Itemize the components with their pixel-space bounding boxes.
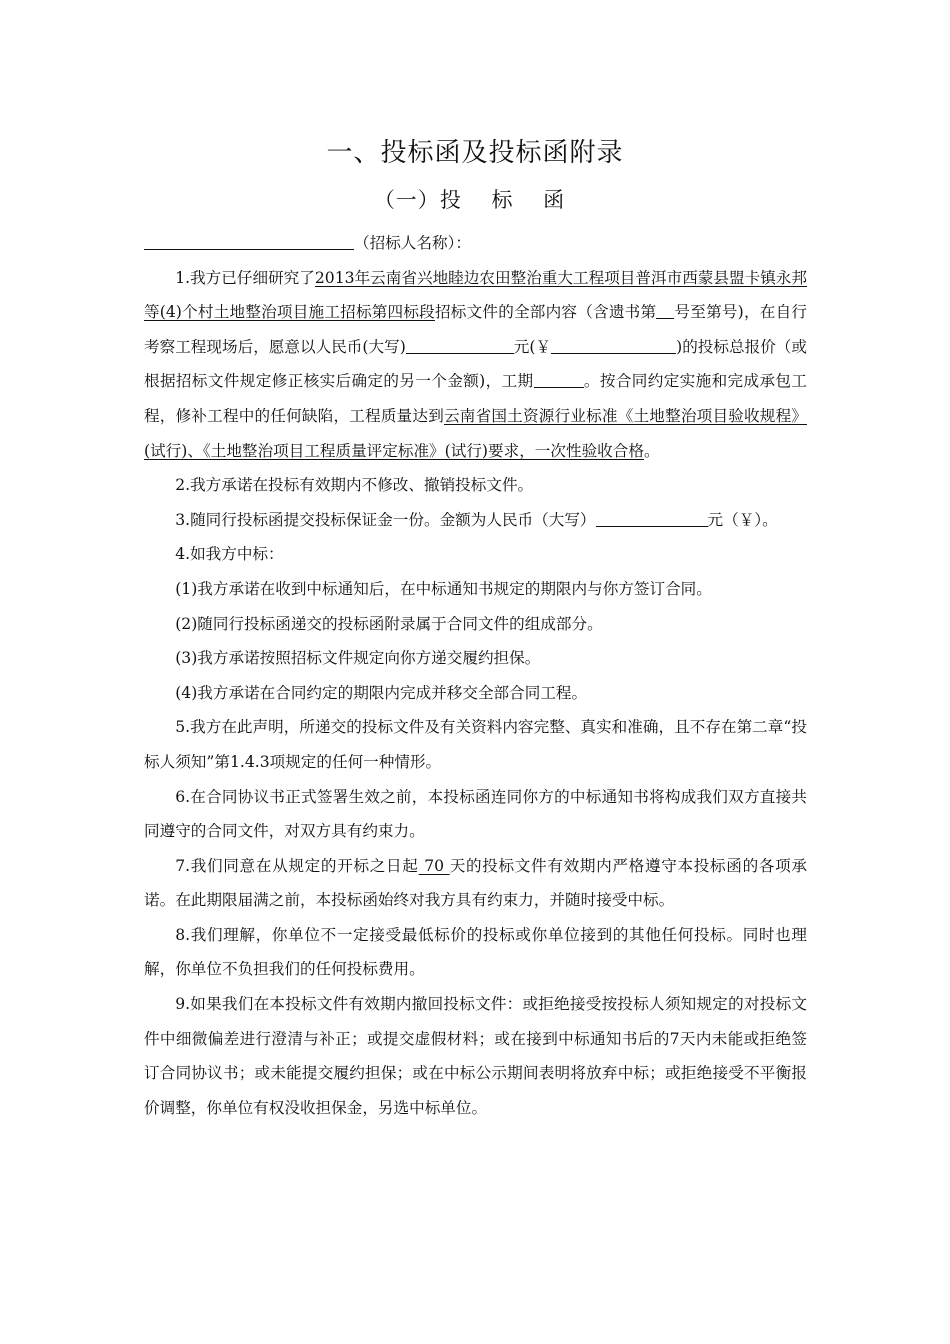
paragraph-3	[144, 503, 807, 538]
subtitle-main: 投 标 函	[439, 188, 577, 212]
p1-text-a: 1.我方已仔细研究了	[175, 268, 315, 287]
duration-blank	[534, 372, 584, 389]
p1-text-b: 招标文件的全部内容（含遗书第	[434, 303, 657, 322]
p1-text-c: 号至第号)，在自行考察工程现场后，愿意以人民币(大写)	[144, 303, 807, 356]
paragraph-4: 4.如我方中标：	[175, 545, 284, 564]
addressee-label: （招标人名称）：	[354, 234, 471, 252]
page-title: 一、投标函及投标函附录	[326, 138, 624, 168]
p3-text-a: 3.随同行投标函提交投标保证金一份。金额为人民币（大写）	[175, 510, 596, 529]
p1-text-d: 元(￥	[513, 337, 552, 356]
bid-amount-words-blank	[406, 337, 514, 354]
tenderer-name-blank	[144, 233, 354, 250]
p3-text-c: ）。	[754, 510, 778, 529]
paragraph-5: 5.我方在此声明，所递交的投标文件及有关资料内容完整、真实和准确，且不存在第二章“投标人须知”第1.4.3项规定的任何一种情形。	[144, 718, 807, 771]
p4-item-3: (3)我方承诺按照招标文件规定向你方递交履约担保。	[175, 649, 541, 668]
p1-text-f: 。按合同约定实施和完成承包工程，修补工程中的任何缺陷，工程质量达到	[144, 372, 807, 425]
project-name: 2013年云南省兴地睦边农田整治重大工程项目普洱市西蒙县盟卡镇永邦等(4)个村土地整治项目施工招标第四标段	[144, 268, 807, 322]
security-amount-words-blank	[596, 510, 708, 527]
section-subtitle	[0, 184, 950, 214]
subtitle-prefix: （一）	[373, 188, 440, 212]
paragraph-6: 6.在合同协议书正式签署生效之前，本投标函连同你方的中标通知书将构成我们双方直接共同遵守的合同文件，对双方具有约束力。	[144, 787, 807, 841]
paragraph-8: 8.我们理解，你单位不一定接受最低标价的投标或你单位接到的其他任何投标。同时也理解，你单位不负担我们的任何投标费用。	[144, 925, 807, 979]
paragraph-2: 2.我方承诺在投标有效期内不修改、撤销投标文件。	[175, 476, 534, 495]
letter-body	[144, 226, 807, 1125]
p4-item-4: (4)我方承诺在合同约定的期限内完成并移交全部合同工程。	[175, 683, 588, 702]
amendment-no-blank	[656, 303, 674, 320]
p4-item-1: (1)我方承诺在收到中标通知后，在中标通知书规定的期限内与你方签订合同。	[175, 579, 712, 598]
p1-text-g: 。	[643, 441, 660, 460]
p4-item-2: (2)随同行投标函递交的投标函附录属于合同文件的组成部分。	[175, 614, 603, 633]
validity-days: 70	[418, 856, 450, 875]
p3-text-b: 元（￥	[707, 510, 755, 529]
p7-text-b: 天的投标文件有效期内严格遵守本投标函的各项承诺。在此期限届满之前，本投标函始终对我方具有约束力，并随时接受中标。	[144, 856, 807, 910]
paragraph-7	[144, 849, 807, 918]
bid-amount-figures-blank	[551, 337, 676, 354]
paragraph-9: 9.如果我们在本投标文件有效期内撤回投标文件：或拒绝接受按投标人须知规定的对投标文件中细微偏差进行澄清与补正；或提交虚假材料；或在接到中标通知书后的7天内未能或拒绝签订合同协议书；或未能提交履约担保；或在中标公示期间表明将放弃中标；或拒绝接受不平衡报价调整，你单位有权没收担保金，另选中标单位。	[144, 995, 807, 1117]
paragraph-1	[144, 261, 807, 469]
addressee-line	[144, 226, 807, 261]
quality-standard: 云南省国土资源行业标准《土地整治项目验收规程》(试行)、《土地整治项目工程质量评定标准》(试行)要求，一次性验收合格	[144, 406, 807, 460]
p7-text-a: 7.我们同意在从规定的开标之日起	[175, 856, 419, 875]
p1-text-e: )的投标总报价（或根据招标文件规定修正核实后确定的另一个金额)，工期	[144, 337, 807, 391]
